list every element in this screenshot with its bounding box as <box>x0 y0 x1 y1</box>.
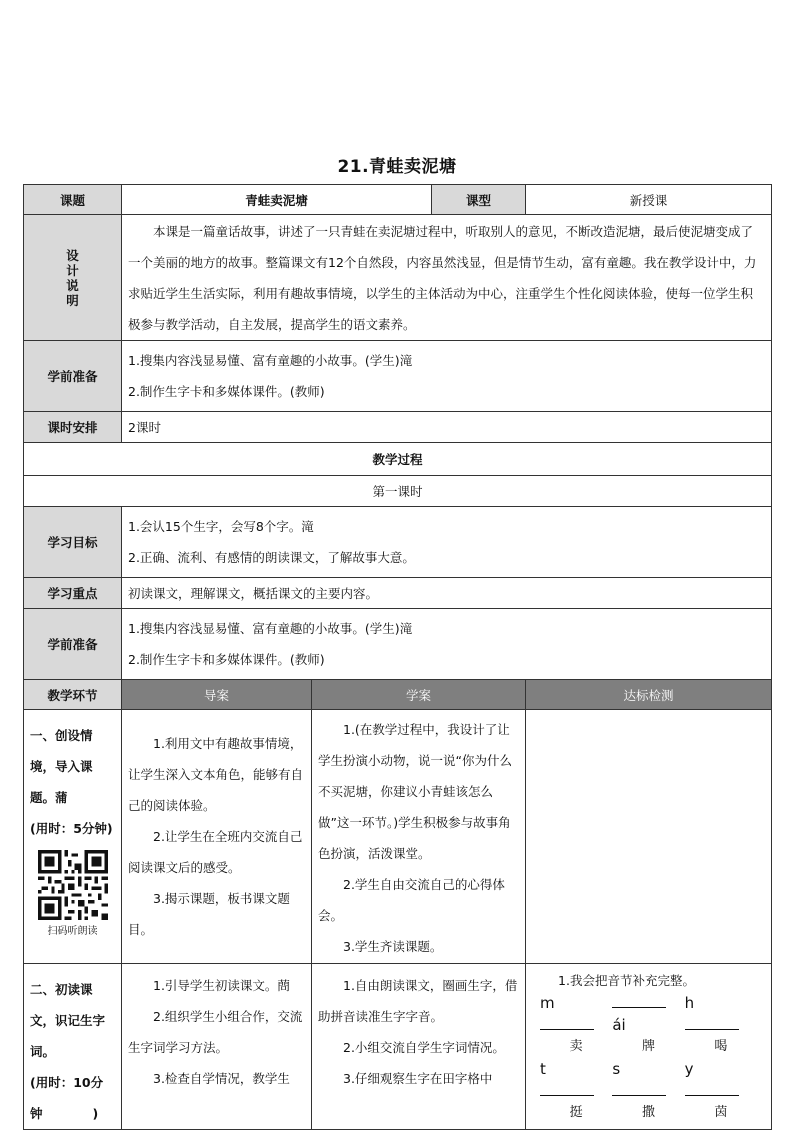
han-row-2: 挺 撒 茵 <box>569 1105 728 1120</box>
stage1-title-mark: 蒲 <box>55 790 68 805</box>
schedule-value: 2课时 <box>122 412 772 443</box>
stage1-study-2: 2.学生自由交流自己的心得体会。 <box>318 877 505 923</box>
check-title: 1.我会把音节补充完整。 <box>558 973 695 988</box>
pinyin-row-1: m ái h <box>526 992 771 1036</box>
stage2-study-3: 3.仔细观察生字在田字格中 <box>343 1071 493 1086</box>
goals-line-1: 1.会认15个生字，会写8个字。 <box>128 519 302 534</box>
lesson1-title: 第一课时 <box>24 476 772 507</box>
schedule-label: 课时安排 <box>24 412 122 443</box>
prep-line-1: 1.搜集内容浅显易懂、富有童趣的小故事。(学生) <box>128 353 400 368</box>
pinyin-row-2: t s y <box>526 1058 771 1102</box>
design-text-cell <box>122 215 772 341</box>
focus-label: 学习重点 <box>24 578 122 609</box>
focus-value: 初读课文，理解课文，概括课文的主要内容。 <box>122 578 772 609</box>
stage2-title: 二、初读课文，识记生字词。 (用时：10分钟 ) <box>24 964 121 1129</box>
col-check-header: 达标检测 <box>526 680 772 710</box>
stage1-guide-3: 3.揭示课题，板书课文题目。 <box>128 891 290 937</box>
qr-caption: 扫码听朗读 <box>47 926 98 937</box>
stage2-guide-1: 1.引导学生初读课文。蔄 <box>153 978 290 993</box>
prep-line-1-mark: 滝 <box>399 353 413 368</box>
stage1-study-3: 3.学生齐读课题。 <box>343 939 443 954</box>
type-label: 课型 <box>432 185 526 215</box>
stage1-guide-2: 2.让学生在全班内交流自己阅读课文后的感受。 <box>128 829 303 875</box>
document-title: 21.青蛙卖泥塘 <box>337 157 457 177</box>
qr-code-image[interactable] <box>38 850 108 920</box>
goals-label: 学习目标 <box>24 507 122 578</box>
stage1-study <box>312 710 526 964</box>
col-guide-header: 导案 <box>122 680 312 710</box>
process-title: 教学过程 <box>24 443 772 476</box>
stage2-cell <box>24 964 122 1130</box>
stage1-guide-1: 1.利用文中有趣故事情境，让学生深入文本角色，能够有自己的阅读体验。 <box>128 736 304 813</box>
col-stage-header: 教学环节 <box>24 680 122 710</box>
prep-line-2: 2.制作生字卡和多媒体课件。(教师) <box>128 384 325 399</box>
stage1-guide <box>122 710 312 964</box>
col-study-header: 学案 <box>312 680 526 710</box>
prep-content <box>122 341 772 412</box>
type-value: 新授课 <box>526 185 772 215</box>
han-row-1: 卖 牌 喝 <box>569 1039 728 1054</box>
stage2-time: (用时：10分钟 ) <box>30 1075 104 1121</box>
stage1-study-1: 1.(在教学过程中，我设计了让学生扮演小动物，说一说“你为什么不买泥塘，你建议小青蛙该怎么做”这一环节。)学生积极参与故事角色扮演，活泼课堂。 <box>318 722 512 861</box>
design-label-cell <box>24 215 122 341</box>
prep2-label: 学前准备 <box>24 609 122 680</box>
stage1-title: 一、创设情境，导入课题。蒲 (用时：5分钟) <box>24 710 121 844</box>
stage2-guide <box>122 964 312 1130</box>
topic-label: 课题 <box>24 185 122 215</box>
design-label: 设 计 说 明 <box>66 247 79 308</box>
goals-line-1-mark: 滝 <box>301 519 314 534</box>
stage2-study <box>312 964 526 1130</box>
prep2-line-2: 2.制作生字卡和多媒体课件。(教师) <box>128 652 325 667</box>
prep-label: 学前准备 <box>24 341 122 412</box>
design-text: 本课是一篇童话故事，讲述了一只青蛙在卖泥塘过程中，听取别人的意见，不断改造泥塘，最后使泥塘变成了一个美丽的地方的故事。整篇课文有12个自然段，内容虽然浅显，但是情节生动，富有童趣。我在教学设计中，力求贴近学生生活实际，利用有趣故事情境，以学生的主体活动为中心，注重学生个性化阅读体验，使每一位学生积极参与教学活动，自主发展，提高学生的语文素养。 <box>128 223 757 332</box>
stage2-study-1: 1.自由朗读课文，圈画生字，借助拼音读准生字字音。 <box>318 978 518 1024</box>
goals-line-2: 2.正确、流利、有感情的朗读课文，了解故事大意。 <box>128 550 415 565</box>
stage2-check <box>526 964 772 1130</box>
stage2-guide-3: 3.检查自学情况，教学生 <box>153 1071 290 1086</box>
stage2-study-2: 2.小组交流自学生字词情况。 <box>343 1040 505 1055</box>
topic-value: 青蛙卖泥塘 <box>122 185 432 215</box>
goals-content <box>122 507 772 578</box>
prep2-content <box>122 609 772 680</box>
stage1-check <box>526 710 772 964</box>
lesson-plan-table <box>23 184 772 1130</box>
stage2-guide-2: 2.组织学生小组合作，交流生字词学习方法。 <box>128 1009 303 1055</box>
stage1-cell <box>24 710 122 964</box>
prep2-line-1: 1.搜集内容浅显易懂、富有童趣的小故事。(学生) <box>128 621 400 636</box>
stage1-time: (用时：5分钟) <box>30 821 113 836</box>
prep2-line-1-mark: 滝 <box>399 621 413 636</box>
